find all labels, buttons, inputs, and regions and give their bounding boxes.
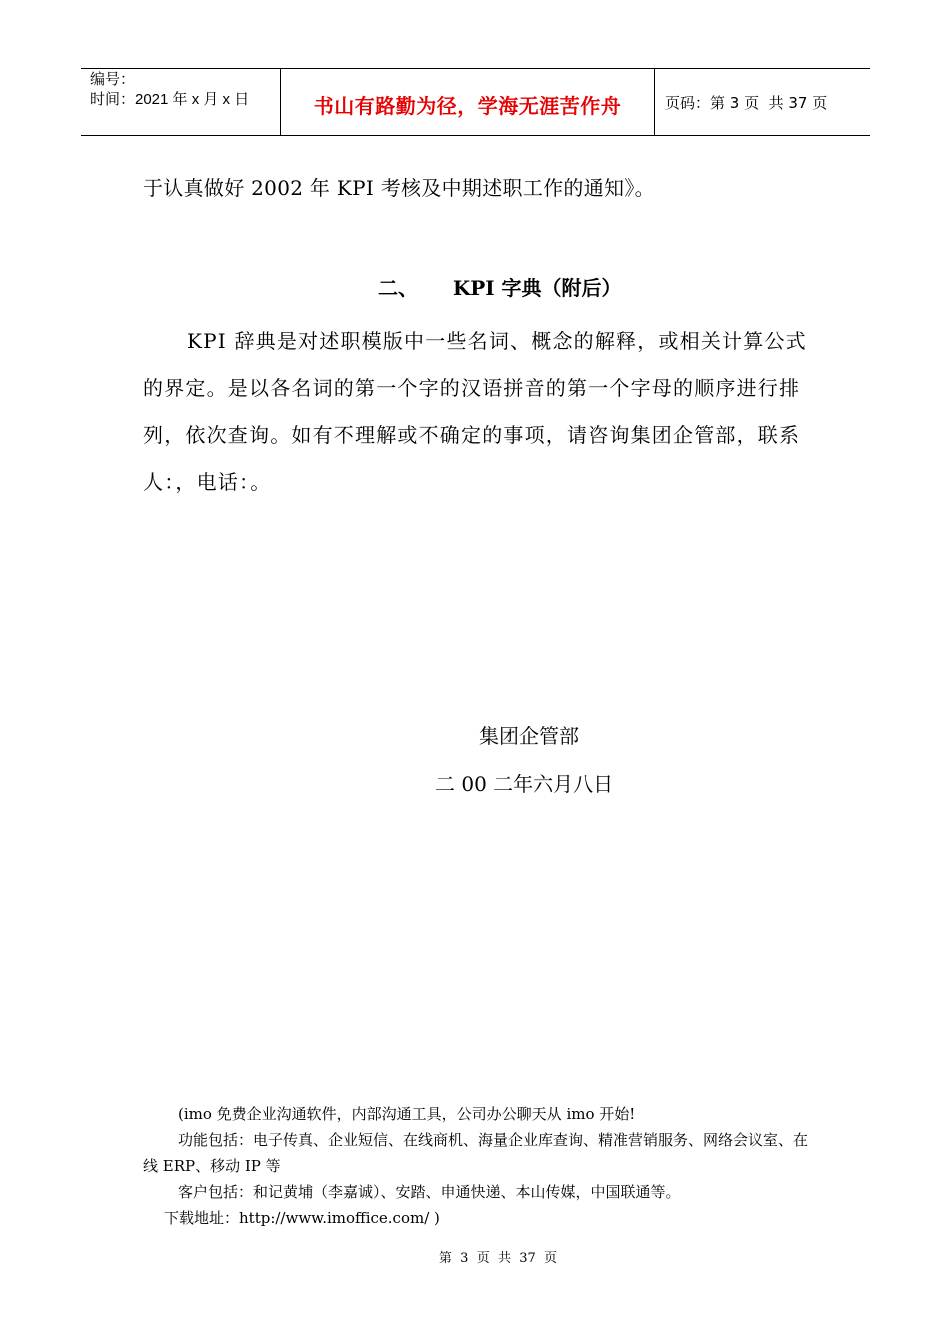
kpi-dictionary-paragraph: KPI 辞典是对述职模版中一些名词、概念的解释，或相关计算公式的界定。是以各名词的第一个字的汉语拼音的第一个字母的顺序进行排列，依次查询。如有不理解或不确定的事项，请咨询集团企管部，联系人：，电话：。 <box>143 329 807 494</box>
header-table <box>81 68 870 136</box>
motto-text: 书山有路勤为径，学海无涯苦作舟 <box>313 93 622 118</box>
signature-department: 集团企管部 <box>479 724 579 748</box>
advertisement-block <box>143 1101 813 1231</box>
page-info: 页码：第 3 页 共 37 页 <box>665 93 828 112</box>
time-label: 时间：2021 年 x 月 x 日 <box>90 91 250 108</box>
page-footer: 第 3 页 共 37 页 <box>438 1251 558 1266</box>
header-meta-cell <box>81 69 281 135</box>
signature-date: 二 00 二年六月八日 <box>435 772 614 796</box>
ad-line-download: 下载地址：http://www.imoffice.com/ ) <box>164 1209 440 1227</box>
section-heading: 二、 KPI 字典（附后） <box>378 276 622 300</box>
header-motto-cell <box>281 69 655 135</box>
ad-line-clients: 客户包括：和记黄埔（李嘉诚）、安踏、申通快递、本山传媒，中国联通等。 <box>178 1183 681 1201</box>
ad-line-features: 功能包括：电子传真、企业短信、在线商机、海量企业库查询、精准营销服务、网络会议室、在线 ERP、移动 IP 等 <box>143 1131 809 1175</box>
ad-line-intro: (imo 免费企业沟通软件，内部沟通工具，公司办公聊天从 imo 开始! <box>178 1105 636 1123</box>
number-label: 编号： <box>90 71 136 88</box>
header-page-cell <box>655 69 870 135</box>
carry-over-line: 于认真做好 2002 年 KPI 考核及中期述职工作的通知》。 <box>143 176 655 200</box>
